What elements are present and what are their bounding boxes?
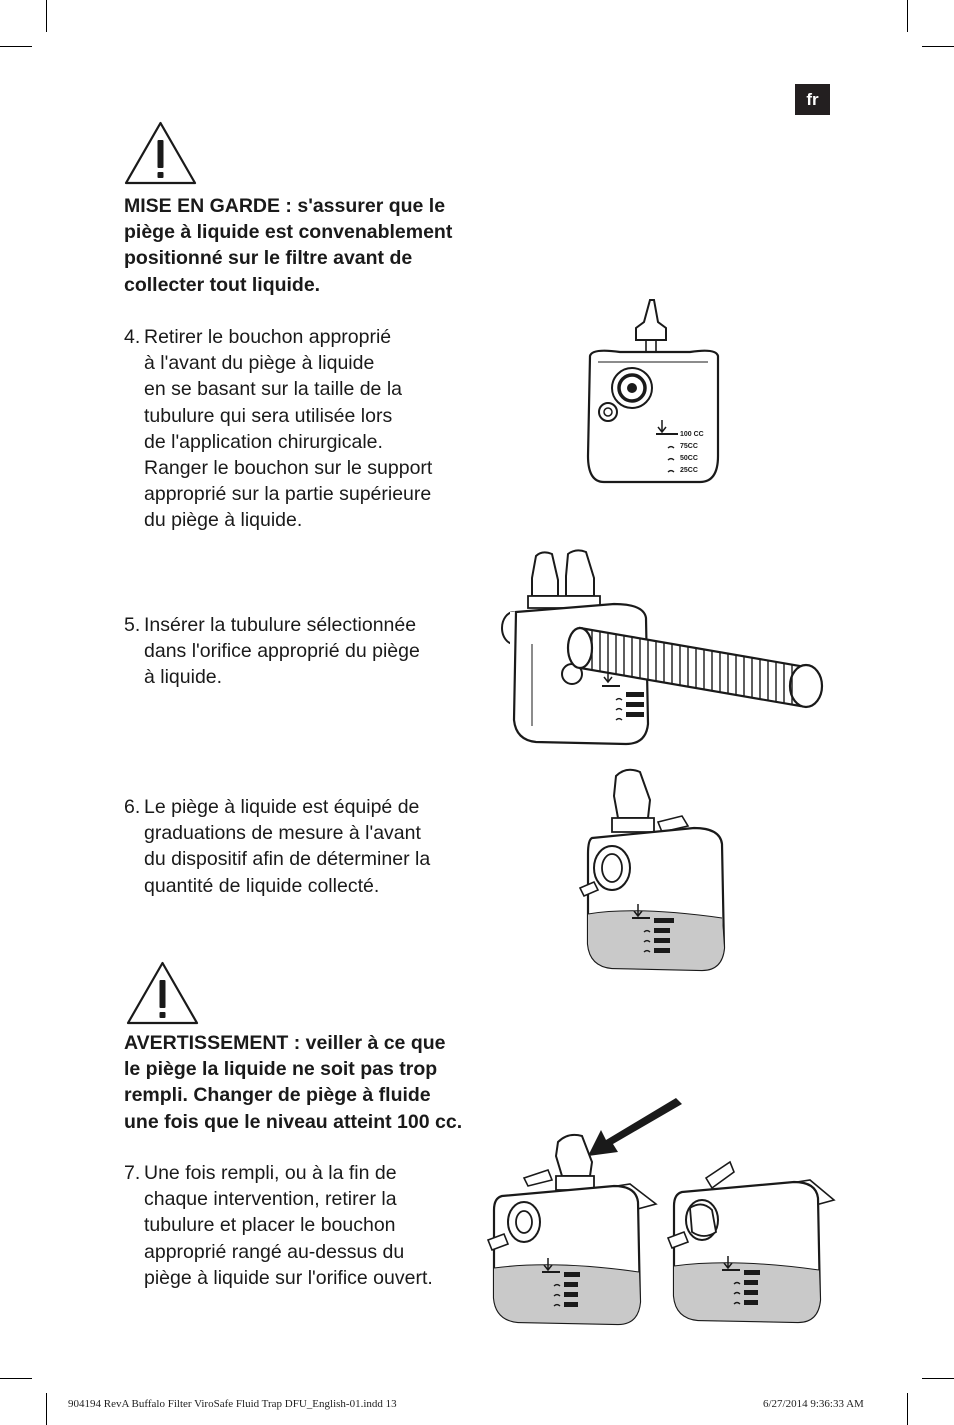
crop-mark <box>922 1378 954 1379</box>
step-line: quantité de liquide collecté. <box>144 874 380 897</box>
step-line: tubulure et placer le bouchon <box>144 1214 396 1237</box>
step-line: Une fois rempli, ou à la fin de <box>144 1162 397 1184</box>
language-tab: fr <box>795 84 830 115</box>
caution-line: piège à liquide est convenablement <box>124 221 453 244</box>
step-line: piège à liquide sur l'orifice ouvert. <box>144 1266 433 1289</box>
step-line: à liquide. <box>144 666 223 689</box>
warning-triangle-icon <box>123 120 198 186</box>
step-line: de l'application chirurgicale. <box>144 430 383 453</box>
arrow-icon <box>588 1098 682 1156</box>
crop-mark <box>46 0 47 32</box>
step-5 <box>124 612 464 691</box>
slug-file-info: 904194 RevA Buffalo Filter ViroSafe Fluid Trap DFU_English-01.indd 13 <box>68 1398 397 1410</box>
crop-mark <box>922 46 954 47</box>
step-line: approprié rangé au-dessus du <box>144 1240 405 1263</box>
step-line: Insérer la tubulure sélectionnée <box>144 614 417 636</box>
step-line: approprié sur la partie supérieure <box>144 483 432 506</box>
warning-line: le piège la liquide ne soit pas trop <box>124 1058 438 1081</box>
step-number: 7. <box>124 1162 141 1184</box>
caution-line: positionné sur le filtre avant de <box>124 247 413 270</box>
step-line: dans l'orifice approprié du piège <box>144 640 420 663</box>
step-line: Ranger le bouchon sur le support <box>144 457 433 480</box>
step-line: chaque intervention, retirer la <box>144 1188 397 1211</box>
crop-mark <box>0 46 32 47</box>
caution-line: collecter tout liquide. <box>124 273 321 296</box>
fluid-trap-tubing-illustration <box>496 548 832 746</box>
warning-triangle-icon <box>125 960 200 1026</box>
step-line: en se basant sur la taille de la <box>144 378 402 401</box>
graduation-label: 100 CC <box>680 431 704 438</box>
warning-line: rempli. Changer de piège à fluide <box>124 1084 431 1107</box>
graduation-label: 25CC <box>680 467 698 474</box>
step-line: tubulure qui sera utilisée lors <box>144 404 393 427</box>
step-line: à l'avant du piège à liquide <box>144 352 375 375</box>
slug-timestamp: 6/27/2014 9:36:33 AM <box>763 1398 864 1410</box>
step-number: 4. <box>124 326 141 348</box>
step-4 <box>124 324 464 534</box>
caution-text <box>124 193 464 298</box>
step-number: 6. <box>124 796 141 818</box>
step-line: Le piège à liquide est équipé de <box>144 796 420 818</box>
crop-mark <box>46 1393 47 1425</box>
caution-line: MISE EN GARDE : s'assurer que le <box>124 195 446 217</box>
step-line: Retirer le bouchon approprié <box>144 326 392 348</box>
step-line: graduations de mesure à l'avant <box>144 822 421 845</box>
step-line: du piège à liquide. <box>144 509 303 532</box>
step-number: 5. <box>124 614 141 636</box>
warning-line: une fois que le niveau atteint 100 cc. <box>124 1110 463 1133</box>
fluid-trap-filled-illustration <box>576 766 728 974</box>
crop-mark <box>0 1378 32 1379</box>
graduation-label: 75CC <box>680 443 698 450</box>
fluid-trap-capping-illustration <box>484 1096 836 1328</box>
warning-line: AVERTISSEMENT : veiller à ce que <box>124 1032 446 1054</box>
step-7 <box>124 1160 464 1291</box>
graduation-label: 50CC <box>680 455 698 462</box>
fluid-trap-front-illustration <box>580 296 730 490</box>
step-6 <box>124 794 464 899</box>
warning-text <box>124 1030 464 1135</box>
crop-mark <box>907 0 908 32</box>
step-line: du dispositif afin de déterminer la <box>144 848 431 871</box>
crop-mark <box>907 1393 908 1425</box>
